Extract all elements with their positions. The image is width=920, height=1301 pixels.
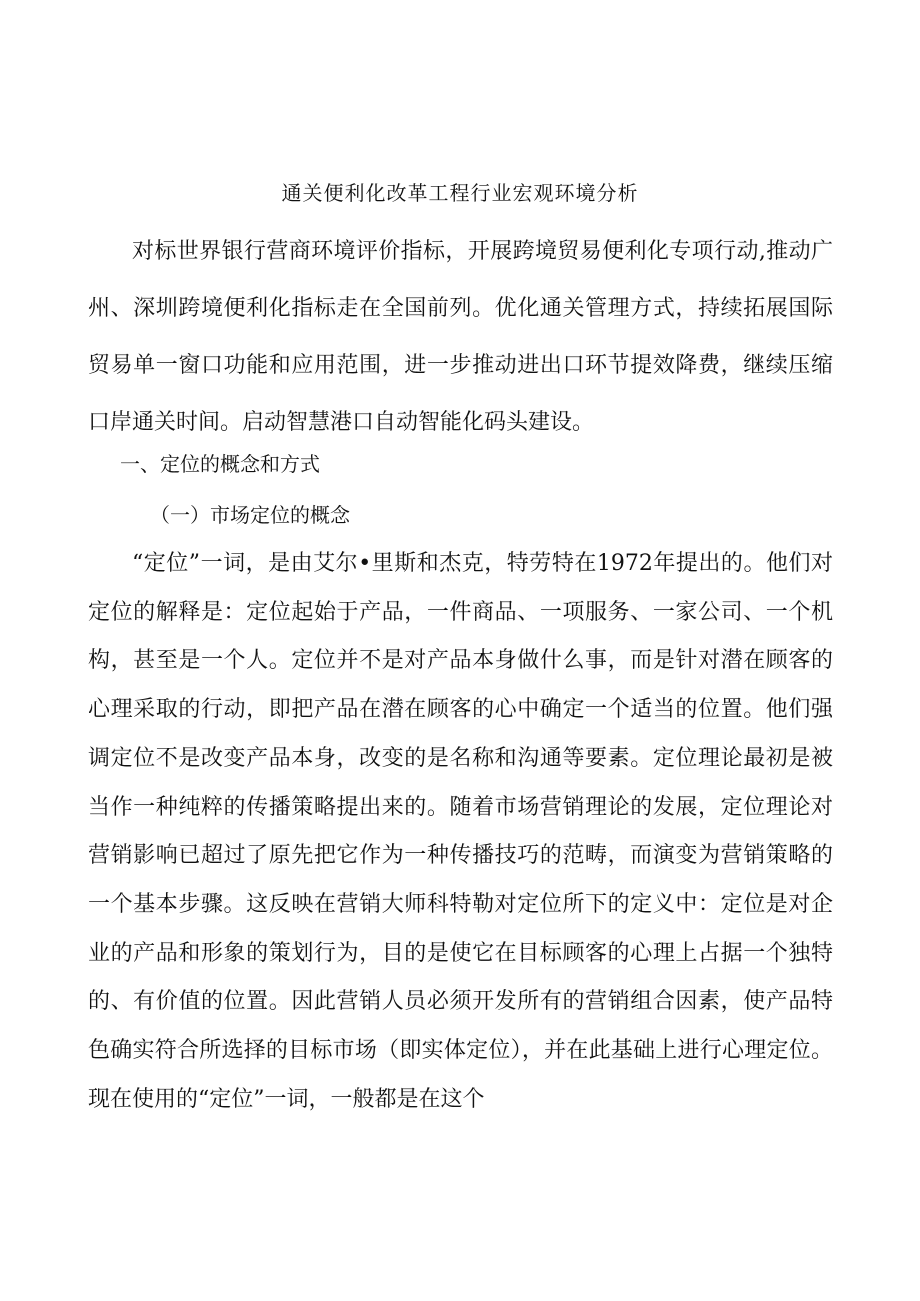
intro-paragraph: 对标世界银行营商环境评价指标，开展跨境贸易便利化专项行动,推动广州、深圳跨境便利化指标走在全国前列。优化通关管理方式，持续拓展国际贸易单一窗口功能和应用范围，进一步推动进出口环节提效降费，继续压缩口岸通关时间。启动智慧港口自动智能化码头建设。 <box>88 239 833 435</box>
section-heading: 一、定位的概念和方式 <box>120 452 320 476</box>
document-title: 通关便利化改革工程行业宏观环境分析 <box>281 181 639 205</box>
subsection-heading: （一）市场定位的概念 <box>150 503 350 527</box>
body-paragraph: “定位”一词，是由艾尔•里斯和杰克，特劳特在1972年提出的。他们对定位的解释是：定位起始于产品，一件商品、一项服务、一家公司、一个机构，甚至是一个人。定位并不是对产品本身做什么事，而是针对潜在顾客的心理采取的行动，即把产品在潜在顾客的心中确定一个适当的位置。他们强调定位不是改变产品本身，改变的是名称和沟通等要素。定位理论最初是被当作一种纯粹的传播策略提出来的。随着市场营销理论的发展，定位理论对营销影响已超过了原先把它作为一种传播技巧的范畴，而演变为营销策略的一个基本步骤。这反映在营销大师科特勒对定位所下的定义中：定位是对企业的产品和形象的策划行为，目的是使它在目标顾客的心理上占据一个独特的、有价值的位置。因此营销人员必须开发所有的营销组合因素，使产品特色确实符合所选择的目标市场（即实体定位），并在此基础上进行心理定位。现在使用的“定位”一词，一般都是在这个 <box>88 551 833 1112</box>
